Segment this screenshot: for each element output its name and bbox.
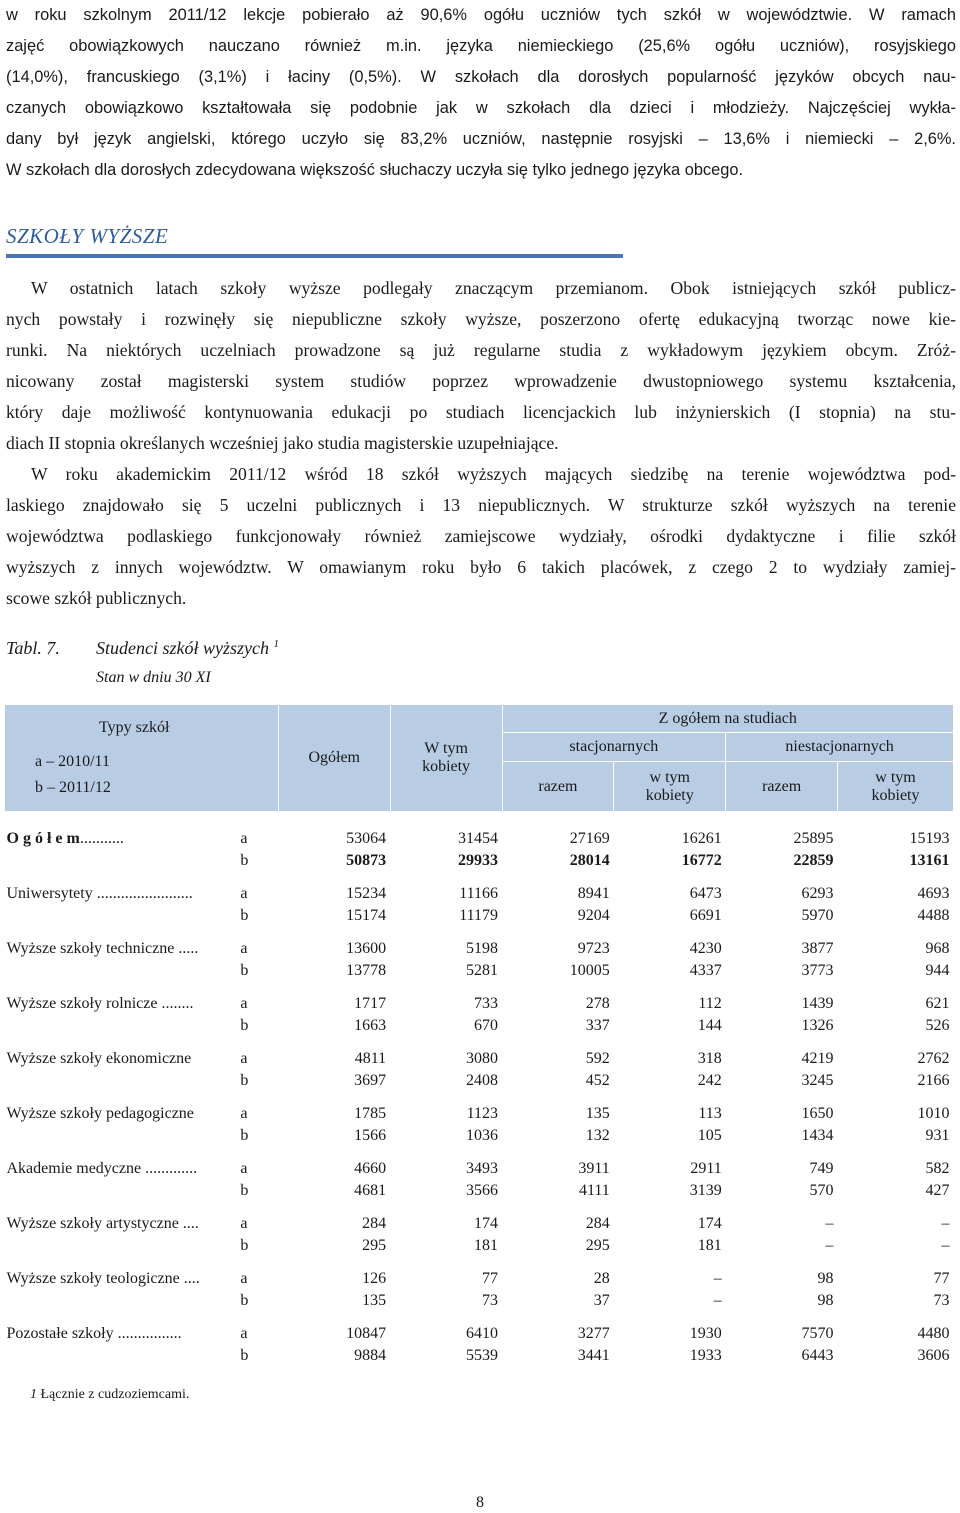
table-row bbox=[5, 959, 954, 981]
text-line: (14,0%), francuskiego (3,1%) i łaciny (0,5%). W szkołach dla dorosłych popularność języków obcych nau- bbox=[6, 67, 956, 86]
table-label: Tabl. 7. bbox=[6, 638, 60, 658]
school-type-name bbox=[5, 1124, 237, 1146]
table-row bbox=[5, 1267, 954, 1289]
table-cell: 733 bbox=[474, 994, 498, 1012]
school-type-name bbox=[5, 1102, 237, 1124]
year-marker: a bbox=[240, 829, 248, 847]
table-cell: – bbox=[713, 1269, 722, 1287]
header-parttime-women: w tym kobiety bbox=[838, 762, 954, 812]
table-cell: 1785 bbox=[354, 1104, 387, 1122]
table-cell: 15193 bbox=[909, 829, 950, 847]
page-number: 8 bbox=[476, 1494, 484, 1511]
table-cell: 2762 bbox=[917, 1049, 950, 1067]
table-cell: 135 bbox=[585, 1104, 610, 1122]
table-subtitle: Stan w dniu 30 XI bbox=[96, 669, 211, 686]
table-cell: 4230 bbox=[689, 939, 722, 957]
table-cell: 3493 bbox=[466, 1159, 498, 1177]
table-cell: – bbox=[713, 1291, 722, 1309]
school-type-name bbox=[5, 1212, 237, 1234]
table-cell: 25895 bbox=[793, 829, 834, 847]
table-cell: 2166 bbox=[917, 1071, 950, 1089]
table-cell: 9884 bbox=[354, 1346, 387, 1364]
header-group: Z ogółem na studiach bbox=[502, 705, 954, 733]
table-cell: 28014 bbox=[569, 851, 610, 869]
table-cell: 113 bbox=[698, 1104, 722, 1122]
text-line: zajęć obowiązkowych nauczano również m.in. języka niemieckiego (25,6% ogółu uczniów), rosyjskiego bbox=[6, 36, 956, 55]
table-cell: 944 bbox=[925, 961, 950, 979]
leader-dots: .... bbox=[179, 1269, 200, 1287]
text-line: diach II stopnia określanych wcześniej jako studia magisterskie uzupełniające. bbox=[6, 432, 559, 453]
table-row bbox=[5, 937, 954, 959]
leader-dots: ................ bbox=[113, 1324, 182, 1342]
school-type-name bbox=[5, 1267, 237, 1289]
table-cell: 11166 bbox=[459, 884, 498, 902]
text-line: runki. Na niektórych uczelniach prowadzone są już regularne studia z wykładowym językiem obcym. Zróż- bbox=[6, 339, 956, 360]
row-spacer bbox=[5, 981, 954, 992]
table-row bbox=[5, 882, 954, 904]
table-cell: 242 bbox=[697, 1071, 722, 1089]
table-cell: 295 bbox=[362, 1236, 387, 1254]
header-year-a: a – 2010/11 bbox=[35, 753, 110, 770]
school-type-label: Wyższe szkoły teologiczne bbox=[6, 1269, 180, 1287]
table-cell: 126 bbox=[362, 1269, 387, 1287]
table-cell: 4219 bbox=[801, 1049, 834, 1067]
table-row bbox=[5, 904, 954, 926]
leader-dots: ........................ bbox=[92, 884, 193, 902]
section-heading: SZKOŁY WYŻSZE bbox=[6, 224, 169, 248]
leader-dots: ........ bbox=[157, 994, 194, 1012]
table-cell: 4660 bbox=[354, 1159, 387, 1177]
table-row bbox=[5, 1212, 954, 1234]
year-marker: b bbox=[240, 1181, 249, 1199]
intro-paragraph bbox=[6, 0, 956, 185]
table-row bbox=[5, 1234, 954, 1256]
table-cell: 2408 bbox=[466, 1071, 498, 1089]
school-type-label: Wyższe szkoły pedagogiczne bbox=[6, 1104, 194, 1122]
table-row bbox=[5, 849, 954, 871]
row-spacer bbox=[5, 1256, 954, 1267]
table-cell: 3911 bbox=[578, 1159, 610, 1177]
school-type-name bbox=[5, 1014, 237, 1036]
year-marker: b bbox=[240, 961, 249, 979]
school-type-name bbox=[5, 849, 237, 871]
table-cell: 1933 bbox=[689, 1346, 722, 1364]
table-cell: 4488 bbox=[917, 906, 950, 924]
table-cell: 29933 bbox=[458, 851, 498, 869]
school-type-name bbox=[5, 1157, 237, 1179]
footnote-text: Łącznie z cudzoziemcami. bbox=[40, 1387, 190, 1402]
table-cell: 6691 bbox=[689, 906, 722, 924]
year-marker: a bbox=[240, 939, 248, 957]
school-type-name bbox=[5, 827, 237, 849]
table-cell: 9204 bbox=[577, 906, 610, 924]
table-cell: 2911 bbox=[690, 1159, 722, 1177]
school-type-label: Wyższe szkoły ekonomiczne bbox=[6, 1049, 192, 1067]
text-line: W szkołach dla dorosłych zdecydowana większość słuchaczy uczyła się tylko jednego języka obcego. bbox=[6, 160, 744, 179]
table-cell: – bbox=[941, 1236, 950, 1254]
school-type-name bbox=[5, 1344, 237, 1366]
table-cell: 3080 bbox=[466, 1049, 498, 1067]
table-cell: 77 bbox=[482, 1269, 498, 1287]
paragraph-2 bbox=[6, 459, 956, 614]
year-marker: a bbox=[240, 1104, 248, 1122]
table-row bbox=[5, 1322, 954, 1344]
table-cell: 427 bbox=[925, 1181, 950, 1199]
table-cell: 98 bbox=[817, 1291, 834, 1309]
table-cell: 112 bbox=[698, 994, 722, 1012]
table-cell: 1439 bbox=[801, 994, 834, 1012]
row-spacer bbox=[5, 812, 954, 828]
table-cell: 295 bbox=[585, 1236, 610, 1254]
table-cell: 931 bbox=[925, 1126, 950, 1144]
paragraph-1 bbox=[6, 273, 956, 458]
table-cell: 9723 bbox=[577, 939, 610, 957]
school-type-name bbox=[5, 959, 237, 981]
table-cell: 77 bbox=[933, 1269, 950, 1287]
school-type-label: O g ó ł e m bbox=[6, 829, 80, 847]
table-cell: 8941 bbox=[577, 884, 610, 902]
table-row bbox=[5, 1069, 954, 1091]
table-cell: 6473 bbox=[689, 884, 722, 902]
table-cell: 3606 bbox=[917, 1346, 950, 1364]
school-type-name bbox=[5, 937, 237, 959]
header-fulltime-women: w tym kobiety bbox=[614, 762, 726, 812]
table-cell: 3773 bbox=[801, 961, 834, 979]
table-row bbox=[5, 827, 954, 849]
header-parttime: niestacjonarnych bbox=[726, 733, 954, 762]
table-row bbox=[5, 1289, 954, 1311]
table-cell: 1566 bbox=[354, 1126, 387, 1144]
table-cell: 1123 bbox=[466, 1104, 498, 1122]
year-marker: a bbox=[240, 1324, 248, 1342]
year-marker: b bbox=[240, 906, 249, 924]
text-line: czanych obowiązkowo kształtowała się podobnie jak w szkołach dla dzieci i młodzieży. Najczęściej wykła- bbox=[6, 98, 956, 117]
table-cell: 570 bbox=[809, 1181, 834, 1199]
table-cell: 582 bbox=[925, 1159, 950, 1177]
table-cell: 4693 bbox=[917, 884, 950, 902]
table-cell: 73 bbox=[933, 1291, 950, 1309]
table-cell: 3877 bbox=[801, 939, 834, 957]
text-line: W ostatnich latach szkoły wyższe podlegały znaczącym przemianom. Obok istniejących szkół publicz- bbox=[31, 278, 956, 298]
table-cell: 13161 bbox=[909, 851, 950, 869]
table-cell: 3441 bbox=[577, 1346, 610, 1364]
leader-dots: ........... bbox=[79, 829, 124, 847]
table-cell: 284 bbox=[585, 1214, 610, 1232]
table-cell: 6293 bbox=[801, 884, 834, 902]
table-cell: 1650 bbox=[801, 1104, 834, 1122]
heading-underline bbox=[6, 254, 623, 258]
text-line: nych powstały i rozwinęły się niepubliczne szkoły wyższe, poszerzono ofertę edukacyjną tworząc nowe kie- bbox=[6, 308, 956, 329]
table-row bbox=[5, 1124, 954, 1146]
year-marker: b bbox=[240, 1236, 249, 1254]
table-cell: 37 bbox=[593, 1291, 610, 1309]
table-cell: 98 bbox=[817, 1269, 834, 1287]
row-spacer bbox=[5, 1146, 954, 1157]
row-spacer bbox=[5, 1036, 954, 1047]
table-cell: 5539 bbox=[466, 1346, 498, 1364]
table-cell: 4681 bbox=[354, 1181, 387, 1199]
school-type-name bbox=[5, 1069, 237, 1091]
table-cell: 31454 bbox=[458, 829, 498, 847]
year-marker: a bbox=[240, 1214, 248, 1232]
table-cell: 968 bbox=[925, 939, 950, 957]
table-cell: 5198 bbox=[466, 939, 498, 957]
text-line: który daje możliwość kontynuowania edukacji po studiach licencjackich lub inżynierskich (I stopnia) na stu- bbox=[6, 401, 956, 422]
table-cell: 16772 bbox=[681, 851, 722, 869]
row-spacer bbox=[5, 1201, 954, 1212]
table-cell: 5970 bbox=[801, 906, 834, 924]
table-cell: 452 bbox=[585, 1071, 610, 1089]
row-spacer bbox=[5, 871, 954, 882]
school-type-label: Pozostałe szkoły bbox=[6, 1324, 114, 1342]
table-title bbox=[96, 638, 279, 659]
table-row bbox=[5, 1157, 954, 1179]
header-fulltime-razem: razem bbox=[502, 762, 614, 812]
header-year-b: b – 2011/12 bbox=[35, 779, 111, 796]
table-cell: 13600 bbox=[346, 939, 387, 957]
table-cell: 670 bbox=[474, 1016, 498, 1034]
text-line: województwa podlaskiego funkcjonowały również zamiejscowe wydziały, ośrodki dydaktyczne i filie szkół bbox=[6, 525, 956, 546]
year-marker: b bbox=[240, 851, 249, 869]
text-line: laskiego znajdowało się 5 uczelni publicznych i 13 niepublicznych. W strukturze szkół wyższych na terenie bbox=[6, 494, 956, 515]
header-fulltime: stacjonarnych bbox=[502, 733, 726, 762]
year-marker: a bbox=[240, 1269, 248, 1287]
table-cell: 135 bbox=[362, 1291, 387, 1309]
table-cell: 181 bbox=[474, 1236, 498, 1254]
table-cell: 284 bbox=[362, 1214, 387, 1232]
table-cell: 1434 bbox=[801, 1126, 834, 1144]
leader-dots: ............. bbox=[141, 1159, 198, 1177]
table-cell: 10005 bbox=[569, 961, 610, 979]
header-women: W tym kobiety bbox=[390, 705, 502, 812]
table-cell: – bbox=[825, 1214, 834, 1232]
table-cell: 144 bbox=[697, 1016, 722, 1034]
table-cell: 53064 bbox=[346, 829, 387, 847]
school-type-name bbox=[5, 904, 237, 926]
table-cell: 22859 bbox=[793, 851, 834, 869]
school-type-name bbox=[5, 1289, 237, 1311]
table-cell: 3566 bbox=[466, 1181, 498, 1199]
school-type-label: Uniwersytety bbox=[6, 884, 93, 902]
table-cell: 1326 bbox=[801, 1016, 834, 1034]
table-cell: 1010 bbox=[917, 1104, 950, 1122]
text-line: nicowany został magisterski system studiów poprzez wprowadzenie dwustopniowego systemu kształcenia, bbox=[6, 370, 956, 391]
year-marker: b bbox=[240, 1126, 249, 1144]
table-row bbox=[5, 992, 954, 1014]
row-spacer bbox=[5, 1311, 954, 1322]
table-cell: 621 bbox=[925, 994, 950, 1012]
school-type-label: Wyższe szkoły techniczne bbox=[6, 939, 175, 957]
school-type-name bbox=[5, 1322, 237, 1344]
table-row bbox=[5, 1102, 954, 1124]
leader-dots: ..... bbox=[174, 939, 199, 957]
table-cell: 3245 bbox=[801, 1071, 834, 1089]
text-line: W roku akademickim 2011/12 wśród 18 szkół wyższych mających siedzibę na terenie województwa pod- bbox=[31, 464, 956, 484]
table-cell: 5281 bbox=[466, 961, 498, 979]
year-marker: b bbox=[240, 1346, 249, 1364]
footnote-ref: 1 bbox=[273, 638, 279, 650]
year-marker: a bbox=[240, 884, 248, 902]
table-cell: 13778 bbox=[346, 961, 387, 979]
school-type-name bbox=[5, 1234, 237, 1256]
table-cell: 174 bbox=[697, 1214, 722, 1232]
table-cell: 278 bbox=[585, 994, 610, 1012]
school-type-name bbox=[5, 1047, 237, 1069]
table-cell: 174 bbox=[474, 1214, 498, 1232]
table-cell: 181 bbox=[697, 1236, 722, 1254]
table-cell: 10847 bbox=[346, 1324, 387, 1342]
year-marker: b bbox=[240, 1016, 249, 1034]
table-cell: 4337 bbox=[689, 961, 722, 979]
school-type-name bbox=[5, 1179, 237, 1201]
table-cell: 15234 bbox=[346, 884, 387, 902]
table-row bbox=[5, 1344, 954, 1366]
table-cell: 7570 bbox=[801, 1324, 834, 1342]
row-spacer bbox=[5, 926, 954, 937]
year-marker: b bbox=[240, 1071, 249, 1089]
table-cell: 3139 bbox=[689, 1181, 722, 1199]
header-types bbox=[5, 705, 279, 812]
table-cell: 50873 bbox=[346, 851, 387, 869]
table-cell: 6410 bbox=[466, 1324, 498, 1342]
row-spacer bbox=[5, 1091, 954, 1102]
text-line: wyższych z innych województw. W omawianym roku było 6 takich placówek, z czego 2 to wydziały zamiej- bbox=[6, 556, 956, 577]
header-parttime-razem: razem bbox=[726, 762, 838, 812]
text-line: dany był język angielski, którego uczyło się 83,2% uczniów, następnie rosyjski – 13,6% i niemiecki – 2,6%. bbox=[6, 129, 956, 148]
school-type-label: Akademie medyczne bbox=[6, 1159, 142, 1177]
table-row bbox=[5, 1179, 954, 1201]
table-row bbox=[5, 1014, 954, 1036]
footnote bbox=[30, 1387, 189, 1403]
table-title-text: Studenci szkół wyższych bbox=[96, 638, 269, 658]
school-type-name bbox=[5, 992, 237, 1014]
text-line: scowe szkół publicznych. bbox=[6, 587, 187, 608]
school-type-label: Wyższe szkoły artystyczne bbox=[6, 1214, 179, 1232]
table-row bbox=[5, 1047, 954, 1069]
table-cell: 1663 bbox=[354, 1016, 387, 1034]
footnote-number: 1 bbox=[30, 1387, 37, 1402]
table-cell: 132 bbox=[585, 1126, 610, 1144]
header-total: Ogółem bbox=[278, 705, 390, 812]
table-cell: 4480 bbox=[917, 1324, 950, 1342]
year-marker: a bbox=[240, 1159, 248, 1177]
table-cell: 15174 bbox=[346, 906, 387, 924]
table-cell: – bbox=[825, 1236, 834, 1254]
table-cell: 28 bbox=[593, 1269, 610, 1287]
table-cell: 1036 bbox=[466, 1126, 498, 1144]
table-cell: 16261 bbox=[681, 829, 722, 847]
table-cell: 105 bbox=[697, 1126, 722, 1144]
year-marker: a bbox=[240, 994, 248, 1012]
table-cell: 6443 bbox=[801, 1346, 834, 1364]
school-type-label: Wyższe szkoły rolnicze bbox=[6, 994, 158, 1012]
table-cell: – bbox=[941, 1214, 950, 1232]
table-cell: 4811 bbox=[354, 1049, 387, 1067]
header-types-label: Typy szkół bbox=[99, 719, 170, 736]
table-cell: 27169 bbox=[569, 829, 610, 847]
text-line: w roku szkolnym 2011/12 lekcje pobierało aż 90,6% ogółu uczniów tych szkół w województwie. W ramach bbox=[6, 6, 956, 24]
table-cell: 4111 bbox=[578, 1181, 610, 1199]
table-body bbox=[5, 812, 954, 1367]
leader-dots: .... bbox=[178, 1214, 199, 1232]
table-cell: 1717 bbox=[354, 994, 387, 1012]
table-cell: 749 bbox=[809, 1159, 834, 1177]
school-type-name bbox=[5, 882, 237, 904]
table-cell: 73 bbox=[482, 1291, 498, 1309]
year-marker: a bbox=[240, 1049, 248, 1067]
table-cell: 318 bbox=[697, 1049, 722, 1067]
table-cell: 592 bbox=[585, 1049, 610, 1067]
students-table bbox=[4, 704, 954, 1366]
table-cell: 1930 bbox=[689, 1324, 722, 1342]
table-cell: 526 bbox=[925, 1016, 950, 1034]
table-cell: 3277 bbox=[577, 1324, 610, 1342]
year-marker: b bbox=[240, 1291, 249, 1309]
table-cell: 3697 bbox=[354, 1071, 387, 1089]
table-cell: 11179 bbox=[459, 906, 498, 924]
table-cell: 337 bbox=[585, 1016, 610, 1034]
